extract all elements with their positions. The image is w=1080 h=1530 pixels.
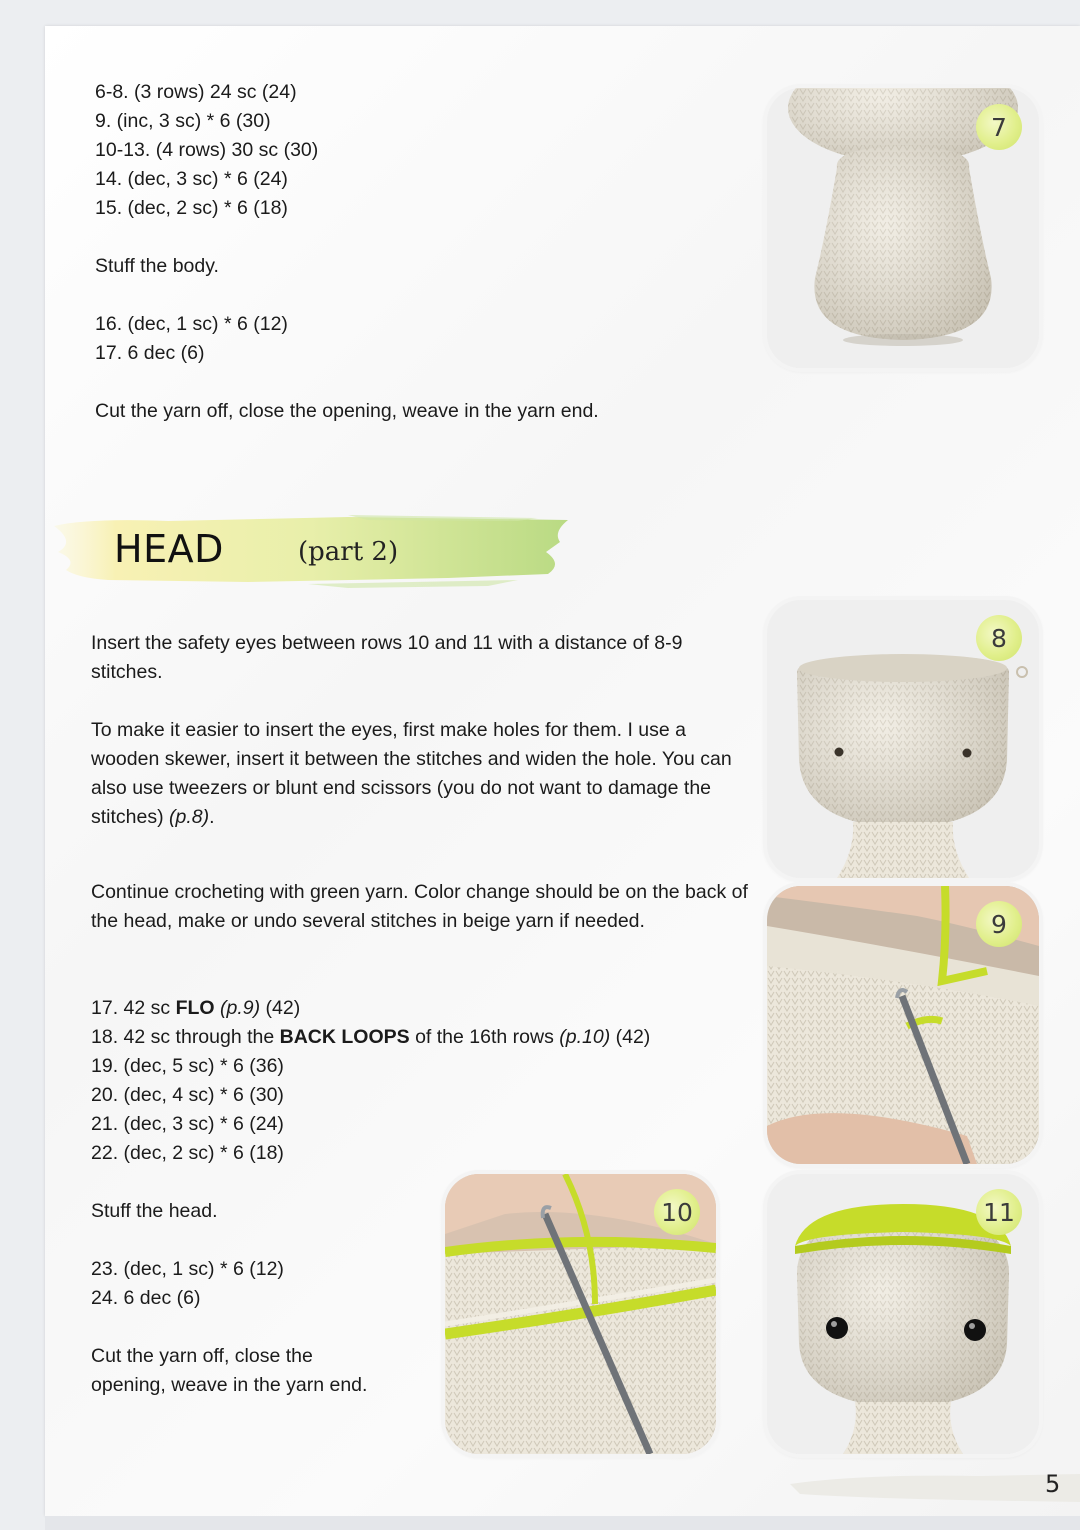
photo-badge-7: 7 [976, 104, 1022, 150]
photo-badge-11: 11 [976, 1189, 1022, 1235]
section-subtitle: (part 2) [298, 537, 399, 567]
holes-paragraph: To make it easier to insert the eyes, first make holes for them. I use a wooden skewer, insert it between the stitches and widen the hole. You can also use tweezers or blunt end scissors (you do not want to damage the stitches) (p.8). [91, 719, 732, 828]
instruction-row: 10-13. (4 rows) 30 sc (30) [95, 139, 319, 161]
page-reference: (p.8) [169, 806, 210, 828]
stuff-body-note: Stuff the body. [95, 255, 219, 277]
instruction-row: 17. 6 dec (6) [95, 342, 205, 364]
instruction-row: 15. (dec, 2 sc) * 6 (18) [95, 197, 288, 219]
instruction-row: 24. 6 dec (6) [91, 1287, 201, 1309]
instruction-row: 22. (dec, 2 sc) * 6 (18) [91, 1142, 284, 1164]
instruction-row: 23. (dec, 1 sc) * 6 (12) [91, 1258, 284, 1280]
instruction-row: 14. (dec, 3 sc) * 6 (24) [95, 168, 288, 190]
finish-note: opening, weave in the yarn end. [91, 1374, 368, 1396]
finish-note: Cut the yarn off, close the opening, weave in the yarn end. [95, 400, 599, 422]
page-number-brush [780, 1466, 1080, 1506]
eyes-paragraph: Insert the safety eyes between rows 10 and 11 with a distance of 8-9 stitches. [91, 632, 683, 683]
photo-badge-10: 10 [654, 1189, 700, 1235]
page-edge [45, 1516, 1080, 1530]
photo-badge-9: 9 [976, 901, 1022, 947]
body-rows-block [95, 78, 599, 426]
instruction-row: 9. (inc, 3 sc) * 6 (30) [95, 110, 271, 132]
finish-note: Cut the yarn off, close the [91, 1345, 313, 1367]
section-title: HEAD [114, 527, 224, 571]
photo-badge-8: 8 [976, 615, 1022, 661]
color-change-paragraph: Continue crocheting with green yarn. Color change should be on the back of the head, make or undo several stitches in beige yarn if needed. [91, 881, 748, 932]
instruction-row: 18. 42 sc through the BACK LOOPS of the 16th rows (p.10) (42) [91, 1026, 651, 1048]
instruction-row: 6-8. (3 rows) 24 sc (24) [95, 81, 297, 103]
instruction-row: 17. 42 sc FLO (p.9) (42) [91, 997, 301, 1019]
instruction-row: 19. (dec, 5 sc) * 6 (36) [91, 1055, 284, 1077]
instruction-row: 21. (dec, 3 sc) * 6 (24) [91, 1113, 284, 1135]
instruction-row: 16. (dec, 1 sc) * 6 (12) [95, 313, 288, 335]
page-number: 5 [1045, 1470, 1061, 1498]
instruction-row: 20. (dec, 4 sc) * 6 (30) [91, 1084, 284, 1106]
stuff-head-note: Stuff the head. [91, 1200, 218, 1222]
